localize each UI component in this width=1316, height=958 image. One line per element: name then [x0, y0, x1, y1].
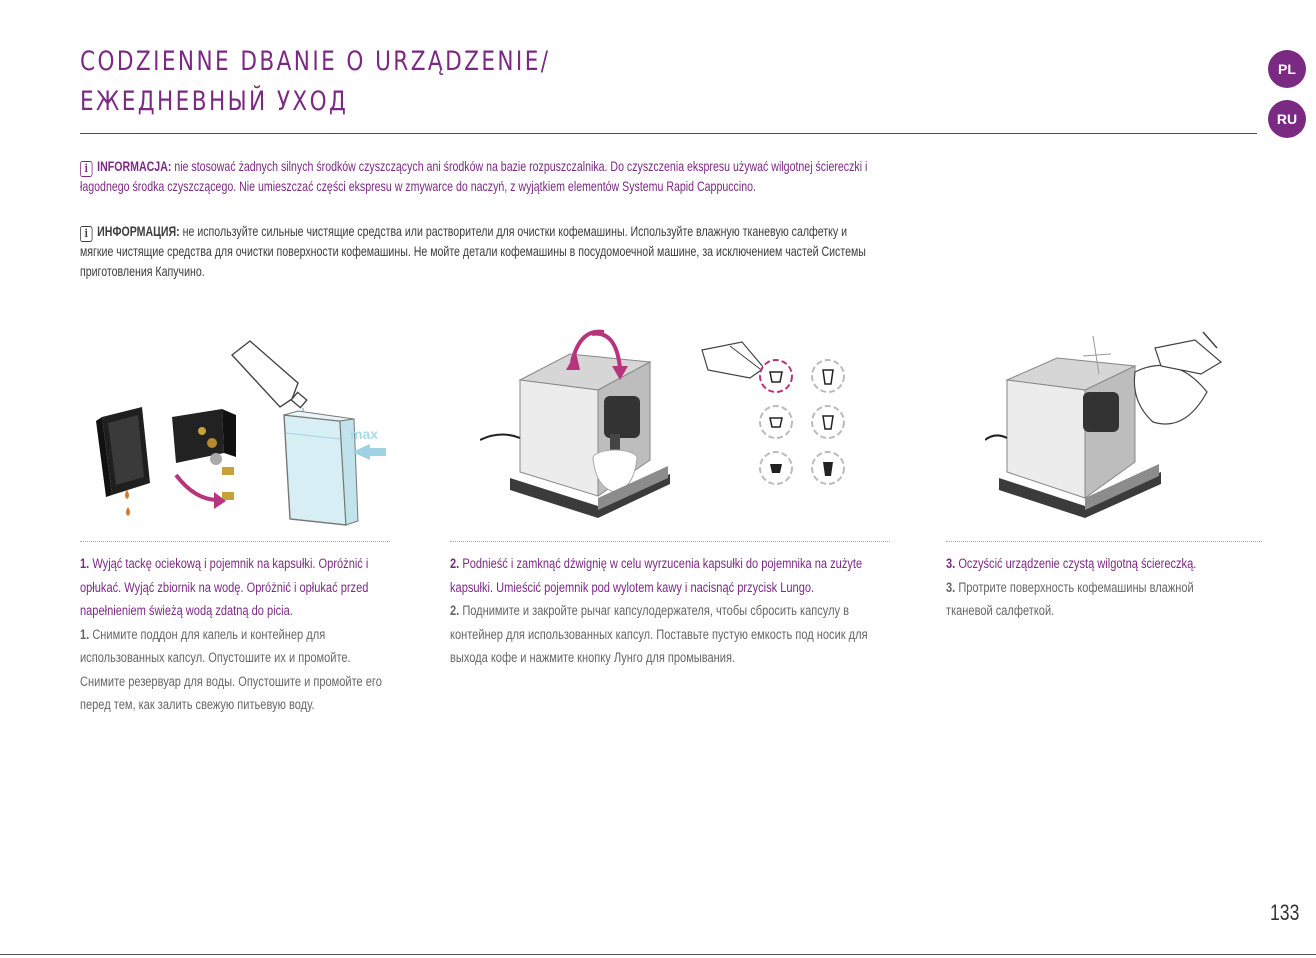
step-3-ru	[946, 577, 1239, 624]
step-number: 3.	[946, 556, 956, 572]
coffee-machine-illustration	[480, 354, 670, 518]
bottom-rule	[0, 954, 1316, 955]
step-2	[450, 553, 891, 671]
cloth-illustration	[1134, 365, 1207, 424]
info-label-pl: INFORMACJA:	[97, 159, 172, 174]
max-label: max	[350, 426, 379, 442]
info-icon: i	[80, 226, 92, 242]
step-number: 2.	[450, 603, 460, 619]
finger-press-illustration	[702, 342, 764, 378]
step-number: 1.	[80, 626, 90, 643]
figure-step-1	[90, 335, 420, 530]
capsule-container-illustration	[172, 409, 236, 500]
step-1	[80, 553, 392, 718]
step-divider	[450, 541, 890, 542]
motion-lines-icon	[1203, 332, 1217, 348]
fill-arrow	[352, 444, 386, 460]
capsule-icon	[222, 467, 234, 475]
step-text: Wyjąć tackę ociekową i pojemnik na kapsułki. Opróżnić i opłukać. Wyjąć zbiornik na wodę. Opróżnić i opłukać przed napełnieniem świeżą wodą zdatną do picia.	[80, 556, 369, 619]
page-title	[80, 42, 550, 122]
step-1-pl	[80, 553, 392, 624]
language-badge-pl[interactable]: PL	[1268, 50, 1306, 88]
title-line-2: ЕЖЕДНЕВНЫЙ УХОД	[80, 86, 349, 117]
step-3-pl	[946, 553, 1239, 577]
drip-tray-illustration	[96, 407, 150, 516]
title-line-1: CODZIENNE DBANIE O URZĄDZENIE/	[80, 46, 551, 77]
step-divider	[80, 541, 390, 542]
remove-arrow	[176, 475, 218, 500]
capsule-lever	[604, 396, 640, 438]
language-badge-ru[interactable]: RU	[1268, 100, 1306, 138]
title-divider	[80, 133, 1257, 134]
info-icon: i	[80, 161, 92, 177]
step-3	[946, 553, 1239, 624]
info-label-ru: ИНФОРМАЦИЯ:	[97, 224, 180, 239]
lungo-button-highlight	[760, 360, 792, 392]
step-text: Протрите поверхность кофемашины влажной тканевой салфеткой.	[946, 579, 1194, 619]
step-text: Oczyścić urządzenie czystą wilgotną ściereczką.	[955, 556, 1197, 572]
step-2-ru	[450, 600, 891, 671]
figure-step-3	[985, 322, 1225, 530]
step-divider	[946, 541, 1262, 542]
ristretto-cup-icon	[770, 464, 782, 473]
step-number: 2.	[450, 556, 460, 572]
step-text: Поднимите и закройте рычаг капсулодержателя, чтобы сбросить капсулу в контейнер для использованных капсул. Поставьте пустую емкость под носик для выхода кофе и нажмите кнопку Лунго для промывания.	[450, 603, 868, 666]
info-note-pl	[80, 157, 868, 197]
step-text: Podnieść i zamknąć dźwignię w celu wyrzucenia kapsułki do pojemnika na zużyte kapsułki. Umieścić pojemnik pod wylotem kawy i nacisnąć przycisk Lungo.	[450, 556, 863, 596]
step-text: Снимите поддон для капель и контейнер для использованных капсул. Опустошите их и промойте. Снимите резервуар для воды. Опустошите и промойте его перед тем, как залить свежую питьевую воду.	[80, 626, 382, 713]
page-number: 133	[1270, 900, 1300, 925]
info-text-ru: не используйте сильные чистящие средства или растворители для очистки кофемашины. Используйте влажную тканевую салфетку и мягкие чистящие средства для очистки поверхности кофемашины. Не мойте детали кофемашины в посудомоечной машине, за исключением частей Системы приготовления Капучино.	[80, 224, 866, 279]
step-number: 1.	[80, 556, 90, 572]
drip-drop-icon	[125, 490, 129, 499]
step-1-ru	[80, 624, 392, 718]
info-text-pl: nie stosować żadnych silnych środków czyszczących ani środków na bazie rozpuszczalnika. Do czyszczenia ekspresu używać wilgotnej ściereczki i łagodnego środka czyszczącego. Nie umieszczać części ekspresu w zmywarce do naczyń, z wyjątkiem elementów Systemu Rapid Cappuccino.	[80, 159, 868, 194]
capsule-icon	[222, 492, 234, 500]
figure-step-2	[480, 310, 860, 532]
info-note-ru	[80, 222, 868, 282]
button-panel	[760, 360, 844, 484]
step-2-pl	[450, 553, 891, 600]
drip-drop-icon	[126, 507, 130, 516]
step-number: 3.	[946, 579, 956, 596]
